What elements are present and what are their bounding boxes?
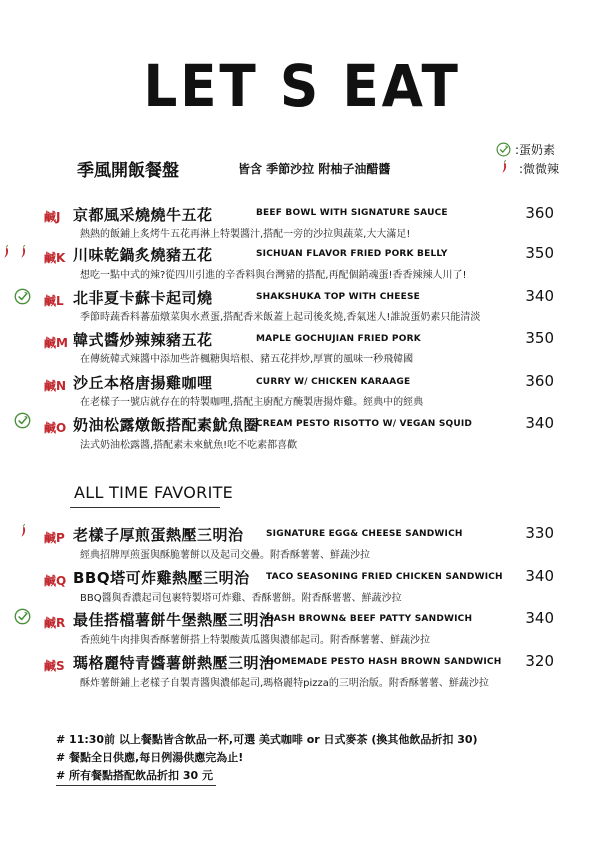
item-name-cn: 京都風采燒燒牛五花 [73, 206, 213, 224]
item-desc: 香煎純牛肉排與香酥薯餅搭上特製酸黃瓜醬與濃郁起司。附香酥薯薯、鮮蔬沙拉 [80, 635, 430, 646]
item-name-cn: 老樣子厚煎蛋熱壓三明治 [73, 526, 244, 544]
item-desc: 經典招牌厚煎蛋與酥脆薯餅以及起司交疊。附香酥薯薯、鮮蔬沙拉 [80, 550, 370, 561]
favorites-title: ALL TIME FAVORITE [74, 483, 234, 502]
footer-note-2: # 餐點全日供應,每日例湯供應完為止! [56, 751, 244, 764]
chili-icon [19, 523, 28, 542]
set-meal-title: 季風開飯餐盤 [77, 161, 179, 181]
item-name-en: HOMEMADE PESTO HASH BROWN SANDWICH [266, 657, 502, 667]
item-code: 鹹Q [44, 574, 67, 588]
item-code: 鹹O [44, 421, 67, 435]
legend-vegan-label: :蛋奶素 [515, 143, 556, 157]
item-price: 360 [525, 372, 554, 390]
vegan-icon [14, 412, 31, 429]
item-name-cn: 川味乾鍋炙燒豬五花 [73, 246, 213, 264]
item-name-en: CREAM PESTO RISOTTO W/ VEGAN SQUID [256, 419, 473, 429]
footer-note-3: # 所有餐點搭配飲品折扣 30 元 [56, 769, 214, 782]
item-name-cn: 最佳搭檔薯餅牛堡熱壓三明治 [73, 611, 275, 629]
item-price: 360 [525, 204, 554, 222]
item-desc: 酥炸薯餅鋪上老樣子自製青醬與濃郁起司,瑪格麗特pizza的三明治版。附香酥薯薯、鮮蔬沙拉 [80, 678, 489, 689]
chili-icon [2, 244, 11, 263]
item-name-cn: 韓式醬炒辣辣豬五花 [73, 331, 213, 349]
item-name-cn: BBQ塔可炸雞熱壓三明治 [73, 569, 250, 587]
legend-spicy [500, 160, 559, 177]
item-price: 340 [525, 287, 554, 305]
favorites-title-underline [70, 507, 220, 508]
chili-icon [500, 160, 509, 177]
item-code: 鹹S [44, 659, 65, 673]
item-name-en: SICHUAN FLAVOR FRIED PORK BELLY [256, 249, 448, 259]
item-code: 鹹N [44, 379, 67, 393]
item-desc: 在傳統韓式辣醬中添加些許楓糖與培根、豬五花拌炒,厚實的風味一秒飛韓國 [80, 354, 414, 365]
item-desc: 在老樣子一號店就存在的特製咖哩,搭配主廚配方醃製唐揚炸雞。經典中的經典 [80, 397, 424, 408]
item-name-cn: 瑪格麗特青醬薯餅熱壓三明治 [73, 654, 275, 672]
item-name-cn: 北非夏卡蘇卡起司燒 [73, 289, 213, 307]
page-title: LET S EAT [143, 52, 461, 120]
footer-underline [56, 785, 216, 786]
item-code: 鹹L [44, 294, 64, 308]
vegan-icon [14, 608, 31, 625]
item-code: 鹹J [44, 210, 61, 224]
item-price: 350 [525, 329, 554, 347]
set-meal-note: 皆含 季節沙拉 附柚子油醋醬 [238, 162, 391, 176]
legend-vegan [496, 141, 555, 158]
item-desc: 想吃一點中式的辣?從四川引進的辛香料與台灣豬的搭配,再配個銷魂蛋!香香辣辣人川了! [80, 270, 467, 281]
item-name-en: TACO SEASONING FRIED CHICKEN SANDWICH [266, 572, 503, 582]
item-price: 340 [525, 567, 554, 585]
item-name-en: SIGNATURE EGG& CHEESE SANDWICH [266, 529, 463, 539]
item-price: 340 [525, 414, 554, 432]
item-desc: BBQ醬與香濃起司包裹特製塔可炸雞、香酥薯餅。附香酥薯薯、鮮蔬沙拉 [80, 593, 402, 604]
item-desc: 季節時蔬香料蕃茄燉菜與水煮蛋,搭配香米飯蓋上起司後炙燒,香氣迷人!誰說蛋奶素只能清淡 [80, 312, 481, 323]
item-desc: 熱熱的飯鋪上炙烤牛五花再淋上特製醬汁,搭配一旁的沙拉與蔬菜,大大滿足! [80, 229, 411, 240]
legend-spicy-label: :微微辣 [519, 162, 560, 176]
item-name-en: MAPLE GOCHUJIAN FRIED PORK [256, 334, 421, 344]
item-name-en: BEEF BOWL WITH SIGNATURE SAUCE [256, 208, 448, 218]
item-price: 350 [525, 244, 554, 262]
chili-icon [19, 244, 28, 263]
item-name-en: SHAKSHUKA TOP WITH CHEESE [256, 292, 421, 302]
item-name-cn: 沙丘本格唐揚雞咖哩 [73, 374, 213, 392]
item-code: 鹹P [44, 531, 65, 545]
item-price: 330 [525, 524, 554, 542]
item-name-en: HASH BROWN& BEEF PATTY SANDWICH [266, 614, 473, 624]
item-price: 320 [525, 652, 554, 670]
item-code: 鹹R [44, 616, 66, 630]
item-desc: 法式奶油松露醬,搭配素未來魷魚!吃不吃素都喜歡 [80, 440, 298, 451]
item-name-en: CURRY W/ CHICKEN KARAAGE [256, 377, 411, 387]
item-code: 鹹M [44, 336, 68, 350]
item-code: 鹹K [44, 251, 66, 265]
item-price: 340 [525, 609, 554, 627]
footer-note-1: # 11:30前 以上餐點皆含飲品一杯,可選 美式咖啡 or 日式麥茶 (換其他飲品折扣 30) [56, 733, 478, 746]
vegan-icon [14, 288, 31, 305]
item-name-cn: 奶油松露燉飯搭配素魷魚圈 [73, 416, 260, 434]
vegan-icon [496, 142, 511, 157]
